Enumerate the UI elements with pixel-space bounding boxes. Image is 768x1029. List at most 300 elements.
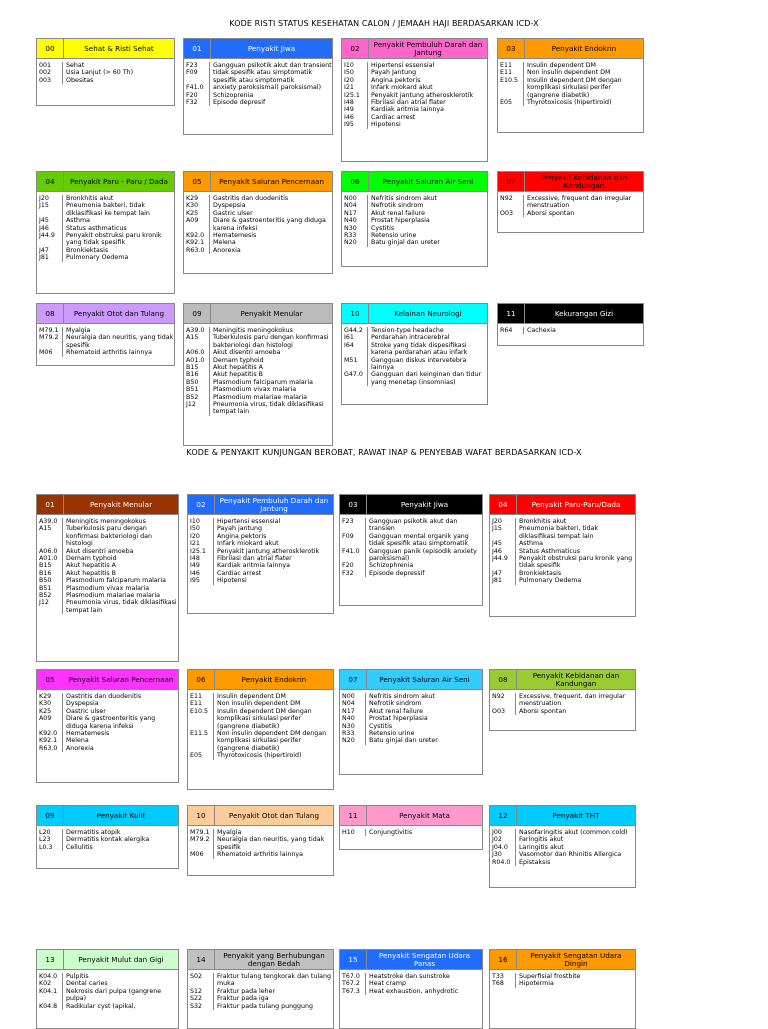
disease-name: Penyakit jantung atherosklerotik (217, 547, 320, 555)
disease-name: Dermatitis kontak alergika (66, 836, 150, 844)
icd-code: A01.0 (37, 555, 63, 562)
list-item (188, 973, 333, 988)
risti-category-06 (341, 171, 488, 267)
category-header (184, 172, 332, 192)
disease-name: Schizophrenia (369, 562, 414, 570)
list-item (342, 69, 487, 76)
icd-code: K92.0 (37, 730, 63, 737)
category-list (490, 690, 635, 731)
icd-code: F20 (184, 92, 210, 99)
disease-name: Dermatitis atopik (66, 829, 121, 836)
list-item (340, 723, 482, 730)
list-item (188, 1003, 333, 1010)
icd-code: E05 (188, 752, 214, 759)
icd-code: B50 (37, 577, 63, 584)
list-item (37, 980, 178, 987)
icd-code: B52 (184, 394, 210, 401)
disease-name: Perdarahan intracerebral (371, 334, 450, 342)
icd-code: 001 (37, 62, 63, 69)
visit-category-12 (489, 805, 636, 888)
icd-code: K30 (184, 202, 210, 209)
icd-code: N40 (340, 715, 366, 722)
visit-category-02 (187, 494, 334, 614)
icd-code: E11 (498, 69, 524, 76)
list-item (184, 239, 332, 246)
icd-code: I95 (342, 121, 368, 128)
category-number: 14 (188, 950, 215, 969)
visit-category-15 (339, 949, 483, 1029)
category-list (37, 690, 178, 783)
icd-code: N04 (342, 202, 368, 209)
list-item (342, 77, 487, 84)
icd-code: N30 (340, 723, 366, 730)
disease-name: Aborsi spontan (519, 707, 567, 715)
icd-code: F32 (340, 570, 366, 577)
category-number: 07 (498, 172, 525, 191)
category-number: 10 (188, 806, 215, 825)
list-item (340, 518, 482, 533)
icd-code: J44.9 (37, 232, 63, 247)
disease-name: Akut renal failure (371, 209, 426, 217)
disease-name: Myalgia (66, 327, 91, 334)
list-item (342, 371, 487, 386)
disease-name: Infark miokard akut (371, 84, 433, 92)
disease-name: Gastric ulser (213, 209, 253, 217)
category-title: Penyakit Endokrin (215, 670, 333, 689)
list-item (342, 232, 487, 239)
icd-code: B51 (184, 386, 210, 393)
category-number: 09 (184, 304, 211, 323)
category-header (342, 304, 487, 324)
disease-name: Status Asthmaticus (519, 547, 581, 555)
disease-name: Nasofaringitis akut (common cold) (519, 829, 628, 836)
disease-name: Retensio urine (371, 232, 417, 240)
list-item (37, 836, 178, 843)
disease-name: Plasmodium vivax malaria (213, 386, 297, 394)
category-number: 00 (37, 39, 64, 58)
icd-code: A39.0 (37, 518, 63, 525)
icd-code: A06.0 (37, 548, 63, 555)
disease-name: Superfisial frostbite (519, 973, 581, 980)
icd-code: R33 (340, 730, 366, 737)
disease-name: anxiety paroksismal) paroksismal) (213, 84, 322, 92)
disease-name: Fibrilasi dan atrial flater (371, 99, 446, 107)
disease-name: Plasmodium falciparum malaria (213, 378, 313, 386)
icd-code: E10.5 (188, 708, 214, 730)
icd-code: L20 (37, 829, 63, 836)
list-item (188, 708, 333, 730)
category-number: 12 (490, 806, 517, 825)
section-title-visits: KODE & PENYAKIT KUNJUNGAN BEROBAT, RAWAT INAP & PENYEBAB WAFAT BERDASARKAN ICD-X (186, 448, 582, 457)
list-item (37, 562, 178, 569)
icd-code: J12 (184, 401, 210, 416)
category-list (184, 192, 332, 274)
disease-name: Nekrosis dari pulpa (gangrene pulpa) (66, 987, 162, 1003)
category-header (37, 950, 178, 970)
list-item (37, 700, 178, 707)
disease-name: Tension-type headache (371, 327, 444, 334)
icd-code: B15 (37, 562, 63, 569)
category-title: Penyakit Pembuluh Darah dan Jantung (369, 39, 487, 58)
disease-name: Akut hepatitis B (213, 371, 263, 379)
icd-code: J12 (37, 599, 63, 614)
disease-name: Insulin dependent DM (217, 693, 286, 700)
list-item (37, 195, 174, 202)
icd-code: B50 (184, 379, 210, 386)
list-item (37, 555, 178, 562)
category-title: Penyakit Paru-Paru/Dada (517, 495, 635, 514)
list-item (37, 599, 178, 614)
disease-name: Neuralgia dan neuritis, yang tidak spesifik (217, 836, 325, 851)
disease-name: Hematemesis (213, 232, 257, 240)
icd-code: S22 (188, 995, 214, 1002)
icd-code: I46 (188, 570, 214, 577)
icd-code: J20 (490, 518, 516, 525)
disease-name: Heatstroke dan sunstroke (369, 973, 450, 980)
icd-code: I64 (342, 342, 368, 357)
disease-name: Penyakit jantung atherosklerotik (371, 91, 474, 99)
disease-name: Episode depresif (213, 99, 266, 107)
category-list (37, 515, 178, 662)
icd-code: B16 (184, 371, 210, 378)
list-item (184, 394, 332, 401)
category-title: Penyakit Mulut dan Gigi (64, 950, 178, 969)
list-item (490, 548, 635, 555)
list-item (342, 210, 487, 217)
disease-name: Laringitis akut (519, 843, 564, 851)
category-list (340, 690, 482, 775)
icd-code: S12 (188, 988, 214, 995)
list-item (184, 92, 332, 99)
icd-code: I25.1 (188, 548, 214, 555)
list-item (342, 342, 487, 357)
category-list (498, 324, 643, 346)
category-title: Penyakit Jiwa (367, 495, 482, 514)
category-title: Penyakit Otot dan Tulang (64, 304, 174, 323)
disease-name: Diare & gastroenteritis yang diduga karena infeksi (66, 715, 156, 730)
list-item (342, 239, 487, 246)
icd-code: F41.0 (184, 84, 210, 91)
icd-code: I25.1 (342, 92, 368, 99)
list-item (184, 232, 332, 239)
list-item (340, 570, 482, 577)
category-header (188, 670, 333, 690)
disease-name: Excessive, frequent dan irregular menstruation (527, 195, 632, 210)
category-number: 01 (37, 495, 64, 514)
list-item (498, 69, 643, 76)
disease-name: Pulpitis (66, 973, 89, 980)
list-item (340, 693, 482, 700)
category-number: 06 (342, 172, 369, 191)
icd-code: J47 (490, 570, 516, 577)
icd-code: O03 (498, 210, 524, 217)
disease-name: Cachexia (527, 327, 556, 334)
visit-category-06 (187, 669, 334, 790)
list-item (188, 548, 333, 555)
icd-code: S32 (188, 1003, 214, 1010)
list-item (340, 829, 482, 836)
list-item (37, 745, 178, 752)
disease-name: Gangguan mental organik yang tidak spesifik atau simptomatik (369, 532, 469, 548)
list-item (184, 357, 332, 364)
icd-code: L23 (37, 836, 63, 843)
list-item (490, 859, 635, 866)
list-item (37, 217, 174, 224)
list-item (340, 533, 482, 548)
category-header (37, 495, 178, 515)
category-title: Penyakit yang Berhubungan dengan Bedah (215, 950, 333, 969)
list-item (37, 592, 178, 599)
category-header (37, 304, 174, 324)
icd-code: R63.0 (37, 745, 63, 752)
list-item (37, 973, 178, 980)
icd-code: N00 (342, 195, 368, 202)
disease-name: Stroke yang tidak dispesifikasi karena perdarahan atau infark (371, 341, 468, 357)
category-title: Penyakit Jiwa (211, 39, 332, 58)
category-header (490, 670, 635, 690)
disease-name: Infark miokard akut (217, 540, 279, 548)
disease-name: Diare & gastroenteritis yang diduga karena infeksi (213, 217, 326, 232)
category-title: Penyakit Saluran Pencernaan (211, 172, 332, 191)
risti-category-03 (497, 38, 644, 133)
icd-code: I20 (342, 77, 368, 84)
list-item (340, 973, 482, 980)
list-item (188, 730, 333, 752)
category-list (37, 826, 178, 869)
category-title: Penyakit Saluran Air Seni (367, 670, 482, 689)
list-item (184, 217, 332, 232)
disease-name: Pneumonia bakteri, tidak diklasifikasi ke tempat lain (66, 202, 150, 217)
icd-code: M79.1 (37, 327, 63, 334)
disease-name: Cardiac arrest (371, 113, 416, 121)
icd-code: N17 (342, 210, 368, 217)
disease-name: Non insulin dependent DM dengan komplikasi sirkulasi perifer (gangrene diabetik) (217, 730, 327, 752)
list-item (37, 715, 178, 730)
visit-category-08 (489, 669, 636, 731)
list-item (188, 752, 333, 759)
list-item (342, 327, 487, 334)
category-list (342, 324, 487, 405)
disease-name: Bronkiektasis (66, 246, 109, 254)
list-item (490, 693, 635, 708)
disease-name: Thyrotoxicosis (hipertiroid) (527, 99, 612, 107)
disease-name: Angina pektoris (371, 76, 421, 84)
list-item (498, 195, 643, 210)
disease-name: Payah Jantung (371, 69, 417, 77)
list-item (184, 62, 332, 69)
icd-code: M06 (188, 851, 214, 858)
icd-code: E11 (188, 700, 214, 707)
disease-name: Gangguan psikotik akut dan transien (369, 518, 458, 533)
list-item (184, 69, 332, 84)
icd-code: K92.0 (184, 232, 210, 239)
risti-category-01 (183, 38, 333, 135)
list-item (188, 988, 333, 995)
category-title: Penyakit Endokrin (525, 39, 643, 58)
category-title: Penyakit Paru - Paru / Dada (64, 172, 174, 191)
list-item (184, 247, 332, 254)
disease-name: Sehat (66, 62, 85, 69)
category-header (188, 495, 333, 515)
list-item (37, 69, 174, 76)
list-item (184, 84, 332, 91)
icd-code: A15 (184, 334, 210, 349)
category-header (37, 39, 174, 59)
disease-name: Nefrotik sindrom (371, 202, 424, 210)
list-item (37, 708, 178, 715)
list-item (490, 836, 635, 843)
disease-name: Faringitis akut (519, 836, 564, 844)
visit-category-01 (36, 494, 179, 662)
visit-category-07 (339, 669, 483, 775)
category-header (498, 172, 643, 192)
category-list (490, 826, 635, 888)
disease-name: Conjungtivitis (369, 829, 413, 836)
icd-code: J00 (490, 829, 516, 836)
disease-name: Penyakit obstruksi paru kronik yang tidak spesifik (66, 232, 162, 247)
list-item (342, 99, 487, 106)
category-title: Sehat & Risti Sehat (64, 39, 174, 58)
list-item (37, 254, 174, 261)
list-item (37, 327, 174, 334)
list-item (188, 577, 333, 584)
icd-code: R64 (498, 327, 524, 334)
icd-code: I46 (342, 114, 368, 121)
list-item (342, 334, 487, 341)
category-list (37, 970, 178, 1029)
category-title: Kekurangan Gizi (525, 304, 643, 323)
list-item (37, 202, 174, 217)
category-number: 01 (184, 39, 211, 58)
category-title: Penyakit Saluran Air Seni (369, 172, 487, 191)
icd-code: K25 (184, 210, 210, 217)
disease-name: Kardiak aritmia lainnya (371, 106, 444, 114)
category-number: 07 (340, 670, 367, 689)
icd-code: N00 (340, 693, 366, 700)
list-item (490, 851, 635, 858)
category-number: 08 (37, 304, 64, 323)
list-item (37, 349, 174, 356)
icd-code: R33 (342, 232, 368, 239)
disease-name: tidak spesifik atau simptomatik spesifik atau simptomatik (213, 69, 313, 84)
list-item (37, 988, 178, 1003)
icd-code: F23 (184, 62, 210, 69)
disease-name: Akut disentri amoeba (66, 547, 134, 555)
icd-code: E05 (498, 99, 524, 106)
icd-code: J45 (37, 217, 63, 224)
disease-name: Meningitis meningokokus (213, 327, 293, 334)
category-header (340, 950, 482, 970)
icd-code: A06.0 (184, 349, 210, 356)
disease-name: Plasmodium malariae malaria (213, 393, 308, 401)
list-item (340, 730, 482, 737)
disease-name: Plasmodium falciparum malaria (66, 577, 166, 585)
list-item (37, 548, 178, 555)
icd-code: N40 (342, 217, 368, 224)
disease-name: Batu ginjal dan ureter (369, 737, 438, 745)
category-list (37, 59, 174, 106)
icd-code: J04.0 (490, 844, 516, 851)
disease-name: Hipotensi (217, 577, 247, 585)
disease-name: Episode depressif (369, 569, 425, 577)
disease-name: Insulin dependent DM (527, 62, 596, 69)
list-item (498, 62, 643, 69)
category-header (184, 304, 332, 324)
category-title: Kelainan Neurologi (369, 304, 487, 323)
category-title: Penyakit Saluran Pencernaan (64, 670, 178, 689)
disease-name: Nefritis sindrom akut (369, 693, 435, 700)
list-item (342, 114, 487, 121)
list-item (490, 525, 635, 540)
icd-code: K29 (184, 195, 210, 202)
icd-code: N92 (498, 195, 524, 210)
icd-code: M79.1 (188, 829, 214, 836)
disease-name: Dyspepsia (66, 700, 99, 708)
list-item (342, 195, 487, 202)
visit-category-05 (36, 669, 179, 783)
icd-code: J47 (37, 247, 63, 254)
icd-code: I49 (342, 106, 368, 113)
category-number: 11 (340, 806, 367, 825)
icd-code: I21 (188, 540, 214, 547)
disease-name: Fraktur pada tulang punggung (217, 1002, 314, 1010)
risti-category-05 (183, 171, 333, 274)
list-item (342, 357, 487, 372)
disease-name: Prostat hiperplasia (369, 715, 428, 723)
list-item (37, 225, 174, 232)
disease-name: Pulmonary Oedema (519, 577, 582, 585)
list-item (342, 217, 487, 224)
list-item (342, 62, 487, 69)
icd-code: F09 (184, 69, 210, 84)
disease-name: Prostat hiperplasia (371, 217, 430, 225)
list-item (188, 555, 333, 562)
disease-name: Fraktur tulang tengkorak dan tulang muka (217, 973, 331, 988)
category-list (490, 970, 635, 1029)
icd-code: K04.8 (37, 1003, 63, 1010)
list-item (184, 371, 332, 378)
list-item (342, 202, 487, 209)
category-list (37, 324, 174, 366)
list-item (340, 715, 482, 722)
disease-name: Heat exhaustion, anhydrotic (369, 987, 459, 995)
list-item (188, 836, 333, 851)
list-item (37, 737, 178, 744)
icd-code: A09 (184, 217, 210, 232)
list-item (37, 585, 178, 592)
icd-code: E11 (188, 693, 214, 700)
list-item (37, 730, 178, 737)
list-item (490, 570, 635, 577)
list-item (342, 121, 487, 128)
category-number: 05 (37, 670, 64, 689)
disease-name: Heat cramp (369, 980, 406, 988)
icd-code: J20 (37, 195, 63, 202)
disease-name: Status asthmaticus (66, 224, 127, 232)
icd-code: 002 (37, 69, 63, 76)
icd-code: T68 (490, 980, 516, 987)
category-header (490, 950, 635, 970)
disease-name: Hipotermia (519, 980, 554, 988)
icd-code: R04.0 (490, 859, 516, 866)
list-item (37, 844, 178, 851)
icd-code: M06 (37, 349, 63, 356)
list-item (37, 334, 174, 349)
icd-code: J45 (490, 540, 516, 547)
icd-code: K29 (37, 693, 63, 700)
icd-code: K92.1 (37, 737, 63, 744)
category-header (37, 670, 178, 690)
